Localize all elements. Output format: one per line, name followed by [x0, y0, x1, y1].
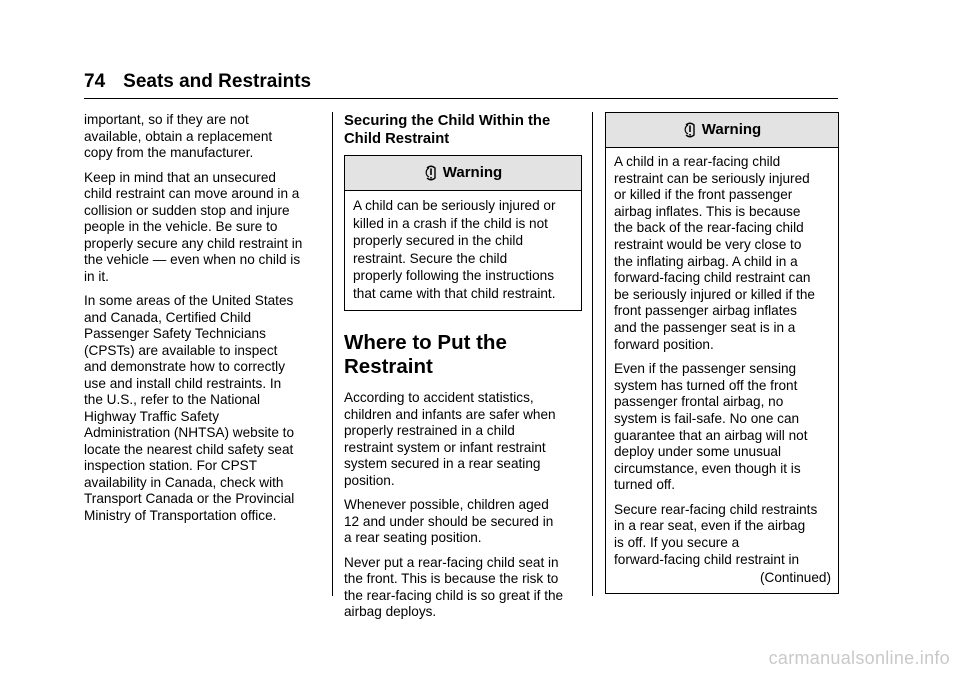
column-2 [344, 112, 582, 629]
column-1 [84, 112, 324, 532]
warning-text: Secure rear-facing child restraints in a rear seat, even if the airbag is off. If you secure a forward-facing child restraint in [614, 501, 818, 567]
warning-title: Warning [442, 163, 503, 181]
header-rule [84, 98, 838, 99]
warning-text: A child in a rear-facing child restraint can be seriously injured or killed if the front passenger airbag inflates. This is because the back of the rear-facing child restraint would be very close to the inflating airbag. A child in a forward-facing child restraint can be seriously injured or killed if the front passenger airbag inflates and the passenger seat is in a forward position. [614, 154, 815, 352]
warning-symbol-icon [424, 165, 438, 182]
warning-text: A child can be seriously injured or killed in a crash if the child is not properly secured in the child restraint. Secure the child properly following the instructions that came with that child restraint. [353, 198, 556, 301]
paragraph: In some areas of the United States and Canada, Certified Child Passenger Safety Technicians (CPSTs) are available to inspect and demonstrate how to correctly use and install child restraints. In the U.S., refer to the National Highway Traffic Safety Administration (NHTSA) website to locate the nearest child safety seat inspection station. For CPST availability in Canada, check with Transport Canada or the Provincial Ministry of Transportation office. [84, 293, 295, 523]
paragraph: Keep in mind that an unsecured child restraint can move around in a collision or sudden stop and injure people in the vehicle. Be sure to properly secure any child restraint in the vehicle — even when no child is in it. [84, 169, 303, 284]
page-header [84, 70, 840, 94]
section-title: Seats and Restraints [123, 71, 312, 92]
warning-box [344, 155, 582, 311]
paragraph: important, so if they are not available, obtain a replacement copy from the manufacturer. [84, 112, 273, 160]
watermark: carmanualsonline.info [768, 648, 950, 668]
warning-text: Even if the passenger sensing system has turned off the front passenger frontal airbag, no system is fail-safe. No one can guarantee that an airbag will not deploy under some unusual circumstance, even though it is turned off. [614, 361, 808, 493]
warning-body [345, 191, 581, 310]
column-divider-1 [332, 112, 333, 596]
section-heading: Securing the Child Within the Child Restraint [344, 113, 551, 147]
continued-label: (Continued) [759, 570, 831, 586]
warning-title: Warning [701, 120, 762, 138]
warning-box [605, 112, 839, 594]
column-divider-2 [592, 112, 593, 596]
warning-symbol-icon [683, 122, 697, 139]
warning-header [345, 156, 581, 191]
paragraph: Whenever possible, children aged 12 and under should be secured in a rear seating position. [344, 497, 554, 545]
paragraph: According to accident statistics, children and infants are safer when properly restrained in a child restraint system or infant restraint system secured in a rear seating position. [344, 390, 556, 488]
major-heading: Where to Put the Restraint [344, 331, 507, 378]
paragraph: Never put a rear-facing child seat in the front. This is because the risk to the rear-facing child is so great if the airbag deploys. [344, 554, 564, 619]
warning-header [606, 113, 838, 148]
column-3 [605, 112, 839, 614]
page-number: 74 [84, 71, 106, 92]
warning-body [606, 148, 838, 593]
